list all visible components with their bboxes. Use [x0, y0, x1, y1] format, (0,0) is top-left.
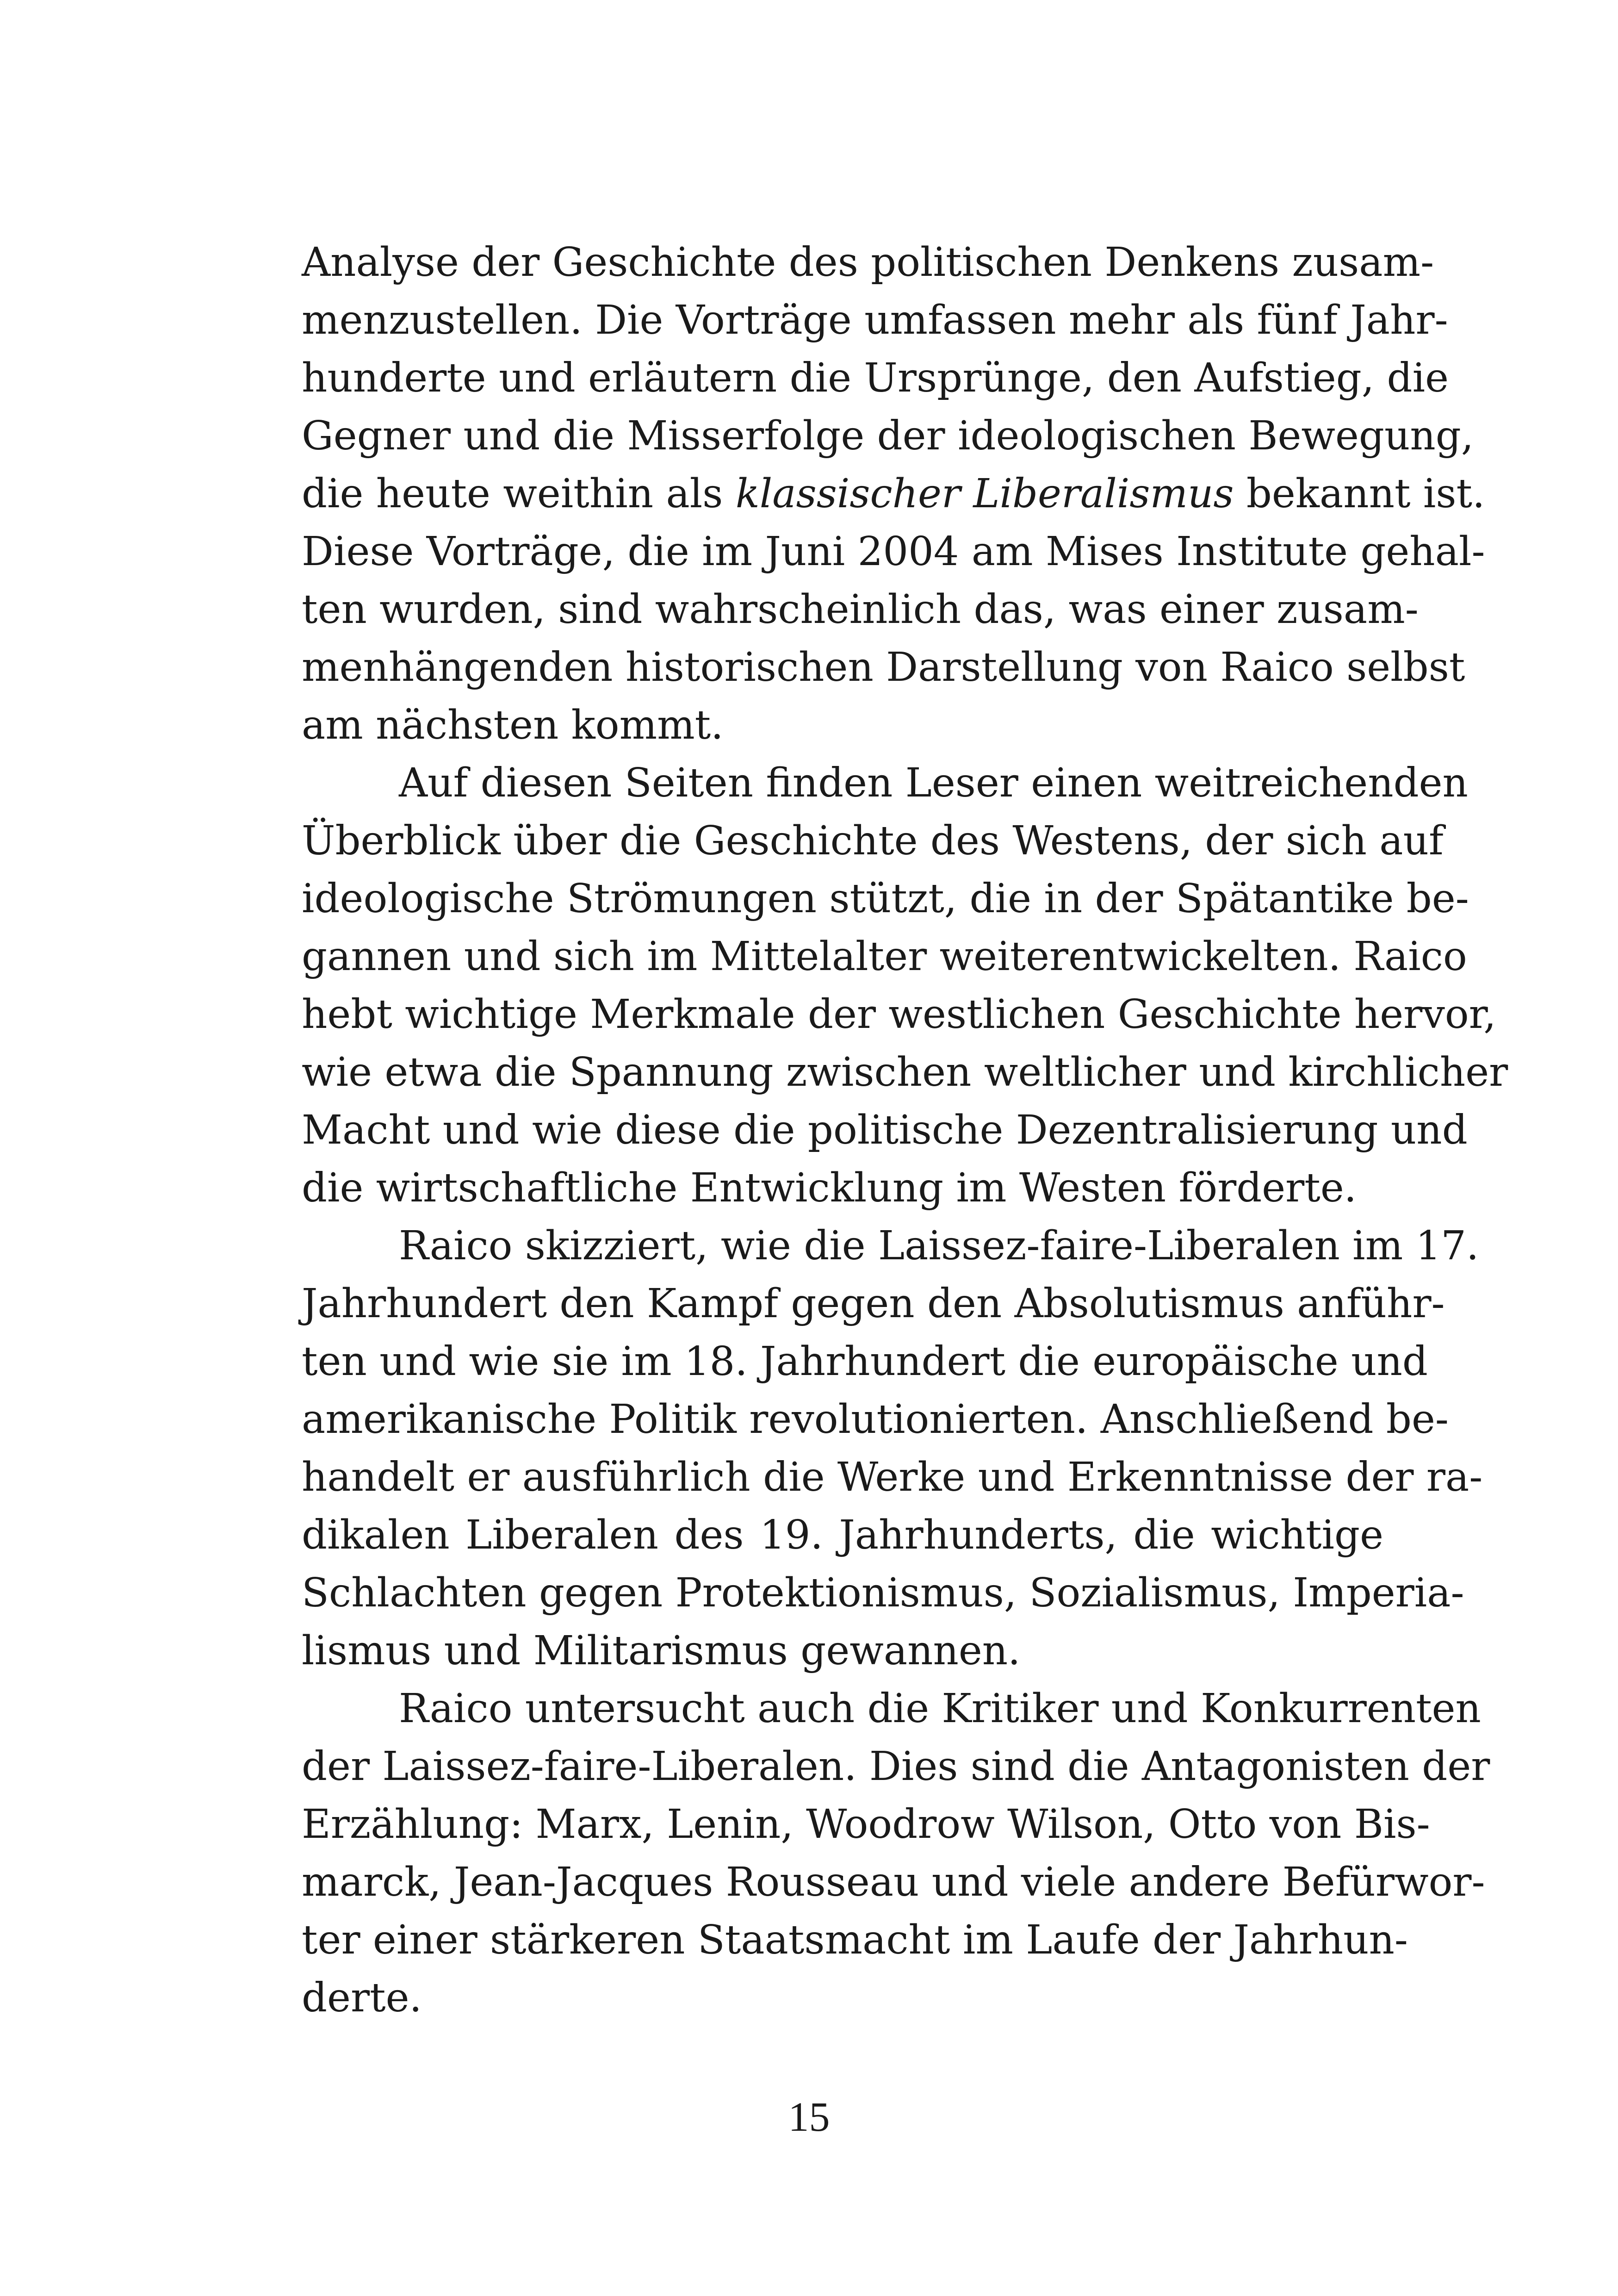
italic-term: klassischer Liberalismus: [735, 471, 1234, 517]
text-line: derte.: [302, 1975, 422, 2021]
text-line: handelt er ausführlich die Werke und Erkenntnisse der ra-: [302, 1454, 1483, 1500]
paragraph-2: [302, 754, 1508, 1217]
text-line: marck, Jean-Jacques Rousseau und viele andere Befürwor-: [302, 1859, 1485, 1905]
paragraph-3: [302, 1217, 1483, 1680]
text-line: Diese Vorträge, die im Juni 2004 am Mises Institute gehal-: [302, 529, 1485, 575]
text-line-with-italic: [302, 465, 1485, 523]
text-line: ter einer stärkeren Staatsmacht im Laufe der Jahrhun-: [302, 1917, 1408, 1963]
text-line: ideologische Strömungen stützt, die in der Spätantike be-: [302, 876, 1469, 922]
body-text: [302, 234, 1508, 2027]
text-line: menzustellen. Die Vorträge umfassen mehr als fünf Jahr-: [302, 297, 1448, 343]
page-number: 15: [788, 2094, 830, 2140]
text-line: lismus und Militarismus gewannen.: [302, 1628, 1021, 1674]
paragraph-1: [302, 234, 1485, 754]
text-line: wie etwa die Spannung zwischen weltlicher und kirchlicher: [302, 1049, 1508, 1095]
text-line: Analyse der Geschichte des politischen Denkens zusam-: [302, 239, 1434, 286]
text-line: Raico untersucht auch die Kritiker und Konkurrenten: [399, 1686, 1481, 1732]
text-segment: bekannt ist.: [1234, 471, 1485, 517]
paragraph-4: [302, 1680, 1490, 2027]
text-line: am nächsten kommt.: [302, 702, 724, 748]
text-line: menhängenden historischen Darstellung von Raico selbst: [302, 644, 1465, 691]
text-line: hebt wichtige Merkmale der westlichen Geschichte hervor,: [302, 991, 1496, 1038]
text-line: amerikanische Politik revolutionierten. Anschließend be-: [302, 1396, 1449, 1443]
text-line: Jahrhundert den Kampf gegen den Absolutismus anführ-: [302, 1281, 1445, 1327]
text-line: Raico skizziert, wie die Laissez-faire-Liberalen im 17.: [399, 1223, 1479, 1269]
text-line: Macht und wie diese die politische Dezentralisierung und: [302, 1107, 1468, 1153]
text-line: dikalen Liberalen des 19. Jahrhunderts, die wichtige: [302, 1512, 1383, 1558]
text-line: Auf diesen Seiten finden Leser einen weitreichenden: [399, 760, 1468, 806]
text-line: Erzählung: Marx, Lenin, Woodrow Wilson, Otto von Bis-: [302, 1801, 1430, 1848]
text-line: ten wurden, sind wahrscheinlich das, was einer zusam-: [302, 586, 1419, 633]
text-line: der Laissez-faire-Liberalen. Dies sind die Antagonisten der: [302, 1743, 1490, 1790]
text-line: Gegner und die Misserfolge der ideologischen Bewegung,: [302, 413, 1474, 459]
text-line: hunderte und erläutern die Ursprünge, den Aufstieg, die: [302, 355, 1449, 401]
text-line: ten und wie sie im 18. Jahrhundert die europäische und: [302, 1338, 1428, 1385]
text-line: Schlachten gegen Protektionismus, Sozialismus, Imperia-: [302, 1570, 1464, 1616]
text-segment: die heute weithin als: [302, 471, 736, 517]
text-line: Überblick über die Geschichte des Westens, der sich auf: [302, 818, 1444, 864]
text-line: gannen und sich im Mittelalter weiterentwickelten. Raico: [302, 933, 1467, 980]
text-line: die wirtschaftliche Entwicklung im Westen förderte.: [302, 1165, 1357, 1211]
